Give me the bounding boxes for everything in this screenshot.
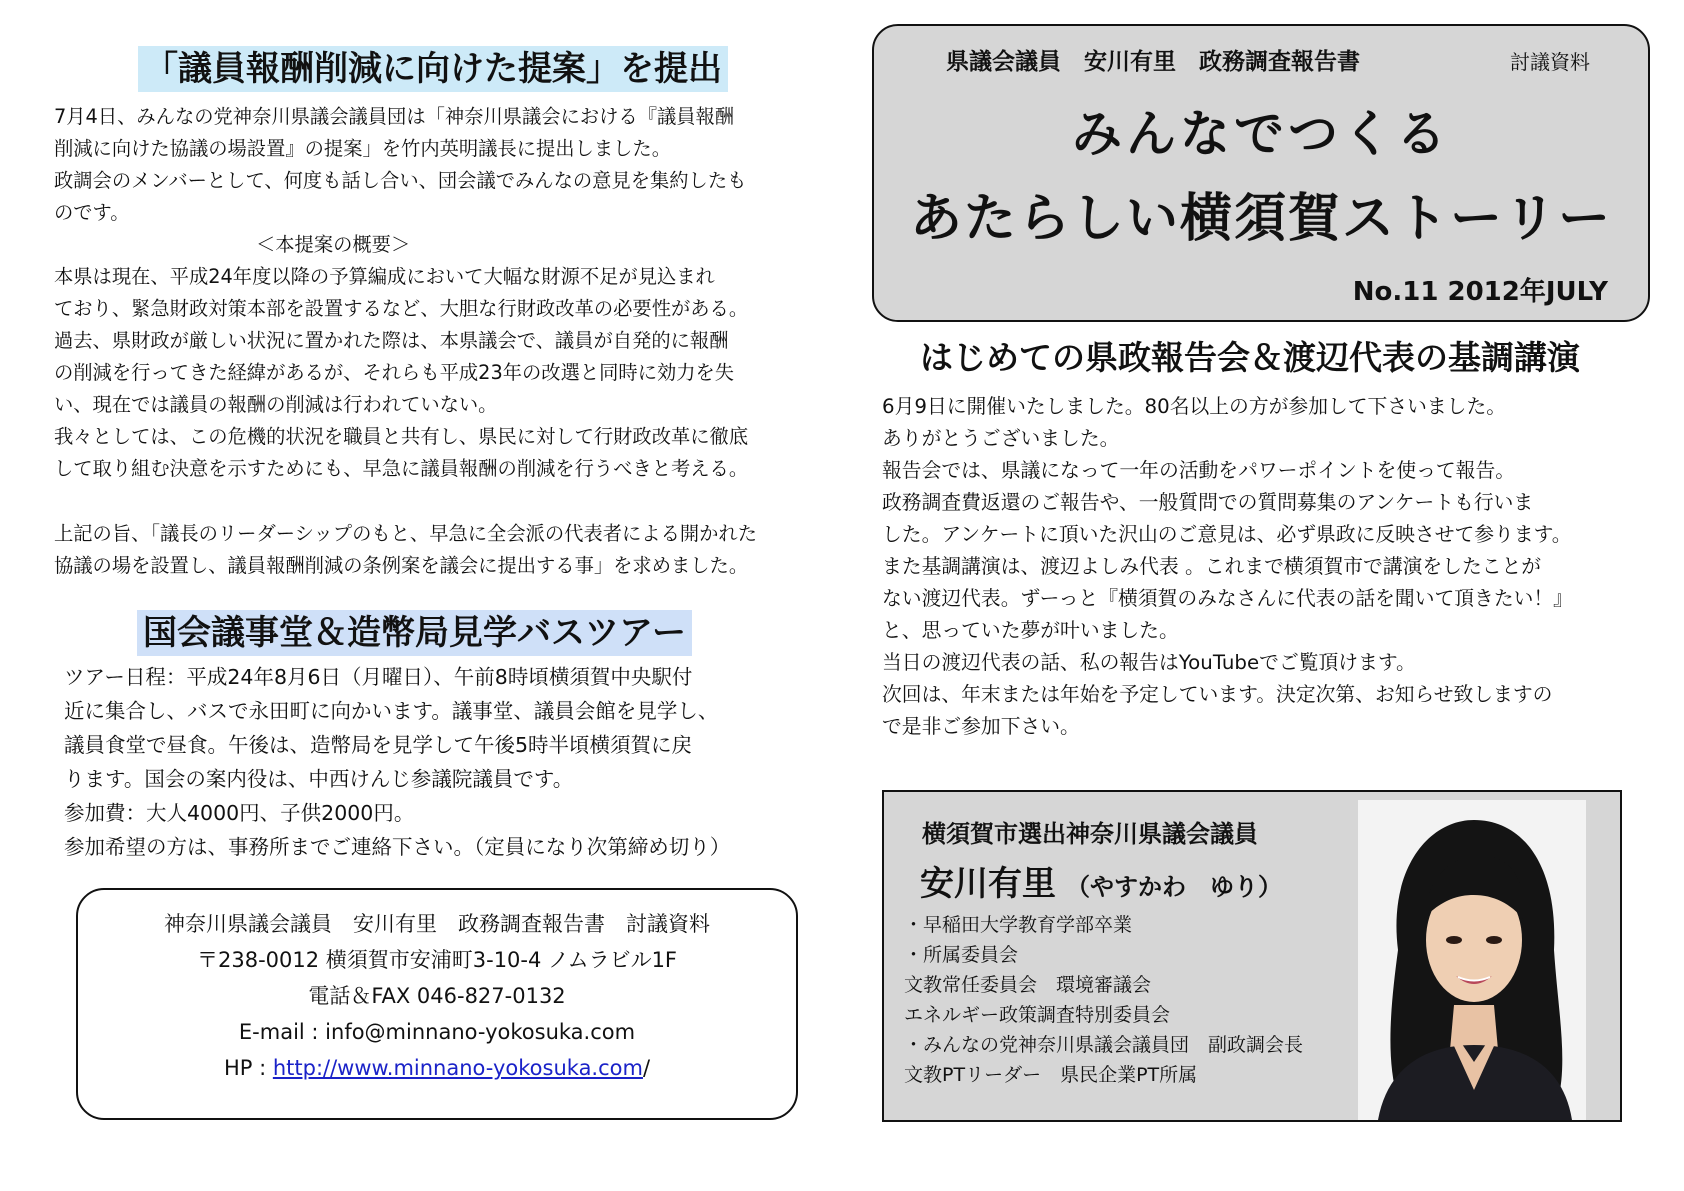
proposal-summary [54,261,748,485]
heading-bus-tour: 国会議事堂＆造幣局見学バスツアー [137,610,692,656]
text-line: のです。 [54,201,130,224]
heading-report-meeting: はじめての県政報告会＆渡辺代表の基調講演 [920,338,1580,377]
profile-item: エネルギー政策調査特別委員会 [904,1004,1171,1026]
text-line: 政調会のメンバーとして、何度も話し合い、団会議でみんなの意見を集約したも [54,169,747,192]
text-line: ありがとうございました。 [882,427,1120,450]
hp-suffix: / [642,1056,651,1080]
text-line: ない渡辺代表。ずーっと『横須賀のみなさんに代表の話を聞いて頂きたい！』 [882,587,1573,610]
text-line: 政務調査費返還のご報告や、一般質問での質問募集のアンケートも行いま [882,491,1534,514]
report-label: 県議会議員 安川有里 政務調査報告書 [946,49,1360,75]
text-line: 7月4日、みんなの党神奈川県議会議員団は「神奈川県議会における『議員報酬 [54,105,735,128]
text-line: で是非ご参加下さい。 [882,715,1080,738]
profile-box [882,790,1622,1122]
text-line: と、思っていた夢が叶いました。 [882,619,1179,642]
text-line: 参加希望の方は、事務所までご連絡下さい。（定員になり次第締め切り） [64,835,731,859]
discussion-label: 討議資料 [1510,50,1590,74]
newsletter-title-line2: あたらしい横須賀ストーリー [909,188,1612,249]
profile-name [920,856,1282,905]
text-line: い、現在では議員の報酬の削減は行われていない。 [54,393,498,416]
profile-item: ・所属委員会 [904,944,1019,966]
proposal-request [54,518,757,582]
text-line: ており、緊急財政対策本部を設置するなど、大胆な行財政改革の必要性がある。 [54,297,749,320]
contact-address: 〒238-0012 横須賀市安浦町3-10-4 ノムラビル1F [196,948,678,972]
contact-phone: 電話＆FAX 046-827-0132 [308,984,566,1008]
text-line: 我々としては、この危機的状況を職員と共有し、県民に対して行財政改革に徹底 [54,425,749,448]
text-line: 本県は現在、平成24年度以降の予算編成において大幅な財源不足が見込まれ [54,265,715,288]
proposal-intro [54,101,746,229]
contact-homepage [78,1050,796,1086]
text-line: 削減に向けた協議の場設置』の提案」を竹内英明議長に提出しました。 [54,137,671,160]
text-line: 当日の渡辺代表の話、私の報告はYouTubeでご覧頂けます。 [882,651,1416,674]
profile-photo [1358,800,1586,1120]
profile-title: 横須賀市選出神奈川県議会議員 [922,820,1258,848]
text-line: 次回は、年末または年始を予定しています。決定次第、お知らせ致しますの [882,683,1553,706]
text-line: 近に集合し、バスで永田町に向かいます。議事堂、議員会館を見学し、 [64,699,719,723]
text-line: の削減を行ってきた経緯があるが、それらも平成23年の改選と同時に効力を失 [54,361,735,384]
contact-box [76,888,798,1120]
profile-item: ・早稲田大学教育学部卒業 [904,914,1133,936]
summary-title-text: ＜本提案の概要＞ [256,233,411,256]
issue-number: No.11 2012年JULY [1352,277,1608,307]
text-line: 報告会では、県議になって一年の活動をパワーポイントを使って報告。 [882,459,1516,482]
tour-details [64,660,730,864]
homepage-link[interactable]: http://www.minnano-yokosuka.com [272,1056,643,1080]
text-line: 上記の旨、「議長のリーダーシップのもと、早急に全会派の代表者による開かれた [54,522,757,545]
text-line: した。アンケートに頂いた沢山のご意見は、必ず県政に反映させて参ります。 [882,523,1572,546]
text-line: して取り組む決意を示すためにも、早急に議員報酬の削減を行うべきと考える。 [54,457,749,480]
heading-proposal: 「議員報酬削減に向けた提案」を提出 [138,46,728,92]
text-line: ります。国会の案内役は、中西けんじ参議院議員です。 [64,767,574,791]
text-line: 議員食堂で昼食。午後は、造幣局を見学して午後5時半頃横須賀に戻 [64,733,693,757]
masthead [872,24,1650,322]
profile-list [904,910,1303,1090]
text-line: 協議の場を設置し、議員報酬削減の条例案を議会に提出する事」を求めました。 [54,554,749,577]
text-line: 6月9日に開催いたしました。80名以上の方が参加して下さいました。 [882,395,1507,418]
profile-item: 文教PTリーダー 県民企業PT所属 [904,1064,1198,1086]
text-line: 参加費：大人4000円、子供2000円。 [64,801,415,825]
profile-kana: （やすかわ ゆり） [1066,873,1282,901]
text-line: ツアー日程：平成24年8月6日（月曜日）、午前8時頃横須賀中央駅付 [64,665,693,689]
profile-item: 文教常任委員会 環境審議会 [904,974,1152,996]
portrait-image [1358,800,1586,1120]
contact-email: E-mail : info@minnano-yokosuka.com [238,1020,636,1044]
profile-item: ・みんなの党神奈川県議会議員団 副政調会長 [904,1034,1304,1056]
report-body [882,391,1573,743]
newsletter-title-line1: みんなでつくる [1072,104,1450,163]
contact-line: 神奈川県議会議員 安川有里 政務調査報告書 討議資料 [164,912,710,936]
hp-label: HP : [223,1056,273,1080]
summary-title [256,229,410,261]
text-line: 過去、県財政が厳しい状況に置かれた際は、本県議会で、議員が自発的に報酬 [54,329,729,352]
text-line: また基調講演は、渡辺よしみ代表 。これまで横須賀市で講演をしたことが [882,555,1542,578]
profile-name-text: 安川有里 [920,864,1056,904]
